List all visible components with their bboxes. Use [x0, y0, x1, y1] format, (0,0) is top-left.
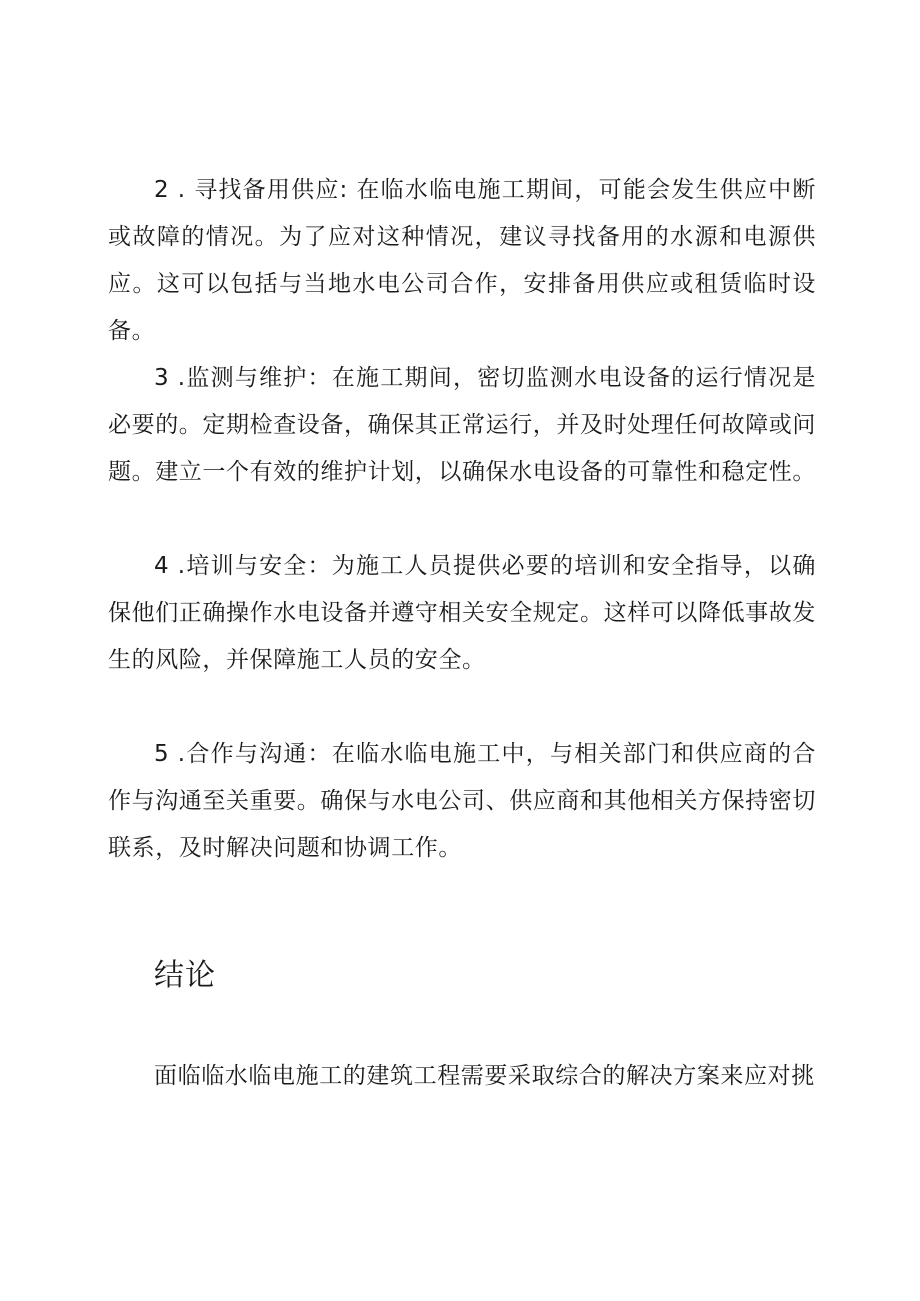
section-heading-conclusion: 结论: [154, 958, 216, 993]
conclusion-paragraph: 面临临水临电施工的建筑工程需要采取综合的解决方案来应对挑: [154, 1063, 815, 1089]
list-item-monitoring-maintenance: 3 .监测与维护：在施工期间，密切监测水电设备的运行情况是必要的。定期检查设备，确保其正常运行，并及时处理任何故障或问题。建立一个有效的维护计划，以确保水电设备的可靠性和稳定性。: [108, 365, 816, 485]
list-item-cooperation-communication: 5 .合作与沟通：在临水临电施工中，与相关部门和供应商的合作与沟通至关重要。确保与水电公司、供应商和其他相关方保持密切联系，及时解决问题和协调工作。: [108, 741, 816, 861]
list-item-training-safety: 4 .培训与安全：为施工人员提供必要的培训和安全指导，以确保他们正确操作水电设备并遵守相关安全规定。这样可以降低事故发生的风险，并保障施工人员的安全。: [108, 553, 816, 673]
list-item-backup-supply: 2 . 寻找备用供应: 在临水临电施工期间，可能会发生供应中断或故障的情况。为了应对这种情况，建议寻找备用的水源和电源供应。这可以包括与当地水电公司合作，安排备用供应或租赁临时设备。: [108, 177, 816, 344]
